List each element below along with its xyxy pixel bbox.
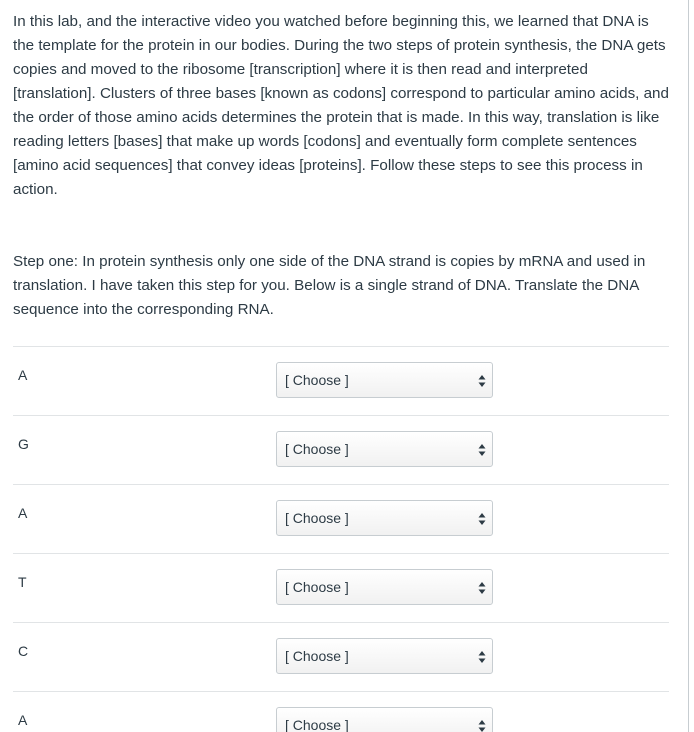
answer-row: [13, 692, 669, 732]
intro-paragraph: In this lab, and the interactive video you watched before beginning this, we learned that DNA is the template for the protein in our bodies. During the two steps of protein synthesis, the DNA gets copies and moved to the ribosome [transcription] where it is then read and interpreted [translation]. Clusters of three bases [known as codons] correspond to particular amino acids, and the order of those amino acids determines the protein that is made. In this way, translation is like reading letters [bases] that make up words [codons] and eventually form complete sentences [amino acid sequences] that convey ideas [proteins]. Follow these steps to see this process in action.: [13, 13, 669, 198]
dna-base-label: T: [18, 574, 27, 590]
answer-row: [13, 347, 669, 416]
dropdown-selected-value: [ Choose ]: [285, 510, 349, 526]
answer-rows: [13, 346, 669, 732]
up-down-arrows-icon: [478, 581, 486, 595]
dropdown-selected-value: [ Choose ]: [285, 717, 349, 732]
rna-base-dropdown[interactable]: [276, 569, 493, 605]
answer-row: [13, 554, 669, 623]
dropdown-selected-value: [ Choose ]: [285, 648, 349, 664]
rna-base-dropdown[interactable]: [276, 500, 493, 536]
question-content: [13, 10, 669, 732]
dropdown-selected-value: [ Choose ]: [285, 579, 349, 595]
dropdown-selected-value: [ Choose ]: [285, 441, 349, 457]
content-right-border: [688, 0, 689, 732]
up-down-arrows-icon: [478, 443, 486, 457]
dna-base-label: A: [18, 367, 28, 383]
answer-row: [13, 623, 669, 692]
up-down-arrows-icon: [478, 719, 486, 732]
step-one-paragraph: Step one: In protein synthesis only one side of the DNA strand is copies by mRNA and used in translation. I have taken this step for you. Below is a single strand of DNA. Translate the DNA sequence into the corresponding RNA.: [13, 253, 646, 318]
rna-base-dropdown[interactable]: [276, 638, 493, 674]
rna-base-dropdown[interactable]: [276, 362, 493, 398]
dna-base-label: C: [18, 643, 29, 659]
answer-row: [13, 416, 669, 485]
answer-row: [13, 485, 669, 554]
up-down-arrows-icon: [478, 374, 486, 388]
dna-base-label: A: [18, 712, 28, 728]
rna-base-dropdown[interactable]: [276, 431, 493, 467]
rna-base-dropdown[interactable]: [276, 707, 493, 732]
dropdown-selected-value: [ Choose ]: [285, 372, 349, 388]
dna-base-label: G: [18, 436, 29, 452]
up-down-arrows-icon: [478, 512, 486, 526]
dna-base-label: A: [18, 505, 28, 521]
up-down-arrows-icon: [478, 650, 486, 664]
